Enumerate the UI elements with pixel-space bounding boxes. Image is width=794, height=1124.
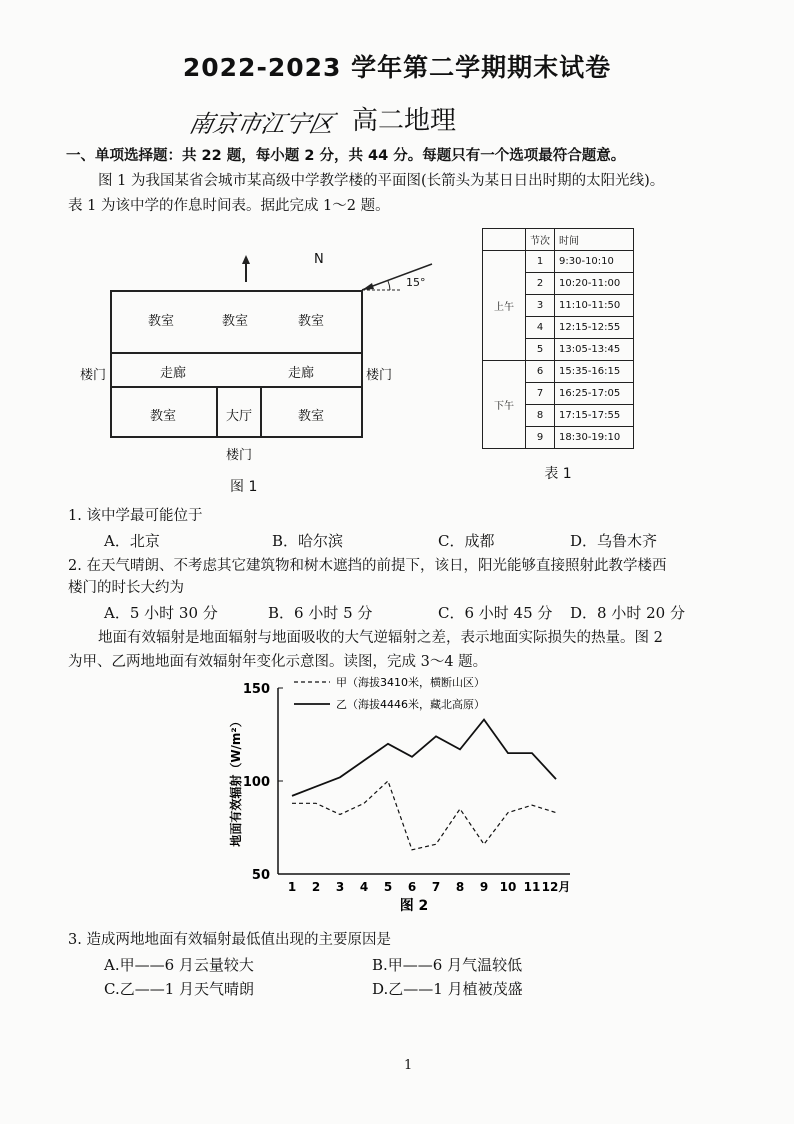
col-header-period: 节次 (526, 229, 555, 251)
q3-option-a: A.甲——6 月云量较大 (104, 956, 254, 974)
y-tick-label: 50 (251, 868, 270, 883)
bottom-room-1: 教室 (150, 409, 177, 424)
time-cell: 12:15-12:55 (555, 317, 634, 339)
x-tick-label: 4 (359, 880, 369, 894)
col-header-time: 时间 (555, 229, 634, 251)
y-tick-label: 100 (242, 775, 270, 790)
y-axis-label: 地面有效辐射（W/m²） (229, 715, 243, 847)
legend-label-2: 乙（海拔4446米，藏北高原） (336, 698, 485, 711)
q2-stem-1: 2. 在天气晴朗、不考虑其它建筑物和树木遮挡的前提下，该日，阳光能够直接照射此教学楼西 (68, 558, 667, 574)
corridor-label-1: 走廊 (160, 366, 187, 381)
period-cell: 1 (526, 251, 555, 273)
morning-label: 上午 (483, 251, 526, 361)
q1-option-a: A．北京 (104, 532, 160, 550)
y-tick-label: 150 (242, 682, 270, 697)
angle-arc-icon (388, 281, 390, 290)
corridor-label-2: 走廊 (288, 366, 315, 381)
q2-option-d: D．8 小时 20 分 (570, 604, 685, 622)
time-cell: 9:30-10:10 (555, 251, 634, 273)
q3-option-d: D.乙——1 月植被茂盛 (372, 980, 523, 998)
exam-title: 2022-2023 学年第二学期期末试卷 (182, 53, 612, 82)
table-1-caption: 表 1 (544, 466, 572, 482)
q3-option-b: B.甲——6 月气温较低 (372, 956, 523, 974)
time-cell: 17:15-17:55 (555, 405, 634, 427)
intro2-line-2: 为甲、乙两地地面有效辐射年变化示意图。读图，完成 3～4 题。 (68, 654, 488, 670)
figure-2-caption: 图 2 (399, 898, 429, 914)
q3-stem: 3. 造成两地地面有效辐射最低值出现的主要原因是 (68, 932, 391, 948)
q2-stem-2: 楼门的时长大约为 (68, 580, 184, 596)
x-tick-label: 1 (287, 880, 297, 894)
table-row (483, 361, 634, 383)
time-cell: 13:05-13:45 (555, 339, 634, 361)
time-cell: 18:30-19:10 (555, 427, 634, 449)
section-heading: 一、单项选择题：共 22 题，每小题 2 分，共 44 分。每题只有一个选项最符合题意。 (66, 148, 626, 164)
intro-line-2: 表 1 为该中学的作息时间表。据此完成 1～2 题。 (68, 198, 390, 214)
x-tick-label: 8 (455, 880, 465, 894)
x-tick-label: 3 (335, 880, 345, 894)
q1-option-b: B．哈尔滨 (272, 532, 344, 550)
series-line-1 (292, 781, 556, 850)
x-tick-label: 5 (383, 880, 393, 894)
q1-stem: 1. 该中学最可能位于 (68, 508, 203, 524)
top-room-2: 教室 (222, 314, 249, 329)
figure-1-floor-plan (70, 250, 450, 495)
subject-title: 高二地理 (352, 106, 457, 136)
period-cell: 2 (526, 273, 555, 295)
period-cell: 6 (526, 361, 555, 383)
handwritten-region: 南京市江宁区 (186, 110, 337, 138)
legend-label-1: 甲（海拔3410米，横断山区） (336, 676, 485, 689)
series-line-2 (292, 720, 556, 796)
north-label: N (314, 252, 324, 267)
bottom-room-2: 教室 (298, 409, 325, 424)
table-1 (482, 228, 634, 483)
intro-line-1: 图 1 为我国某省会城市某高级中学教学楼的平面图(长箭头为某日日出时期的太阳光线)。 (98, 173, 665, 189)
x-tick-label: 6 (407, 880, 417, 894)
figure-1-caption: 图 1 (230, 479, 258, 495)
top-room-3: 教室 (298, 314, 325, 329)
east-door-label: 楼门 (366, 368, 393, 383)
period-cell: 8 (526, 405, 555, 427)
period-cell: 9 (526, 427, 555, 449)
time-cell: 16:25-17:05 (555, 383, 634, 405)
q1-option-c: C．成都 (438, 532, 495, 550)
corridor (110, 354, 363, 388)
intro2-line-1: 地面有效辐射是地面辐射与地面吸收的大气逆辐射之差，表示地面实际损失的热量。图 2 (98, 630, 663, 646)
south-door-label: 楼门 (226, 448, 253, 463)
q1-option-d: D．乌鲁木齐 (570, 532, 658, 550)
sun-ray-arrowhead-icon (362, 283, 374, 290)
q2-option-c: C．6 小时 45 分 (438, 604, 553, 622)
hall-label: 大厅 (226, 409, 253, 424)
q2-option-b: B．6 小时 5 分 (268, 604, 373, 622)
west-door-label: 楼门 (80, 368, 107, 383)
q3-option-c: C.乙——1 月天气晴朗 (104, 980, 255, 998)
schedule-table (482, 228, 634, 449)
north-arrowhead-icon (242, 255, 250, 264)
page-number: 1 (404, 1058, 413, 1073)
x-tick-label: 12月 (541, 880, 571, 894)
period-cell: 7 (526, 383, 555, 405)
figure-2-chart (220, 674, 600, 924)
table-row (483, 251, 634, 273)
q2-option-a: A．5 小时 30 分 (104, 604, 218, 622)
period-cell: 5 (526, 339, 555, 361)
time-cell: 11:10-11:50 (555, 295, 634, 317)
time-cell: 15:35-16:15 (555, 361, 634, 383)
x-tick-label: 10 (499, 880, 517, 894)
angle-label: 15° (406, 276, 426, 289)
period-cell: 3 (526, 295, 555, 317)
afternoon-label: 下午 (483, 361, 526, 449)
x-tick-label: 11 (523, 880, 541, 894)
x-tick-label: 9 (479, 880, 489, 894)
x-tick-label: 2 (311, 880, 321, 894)
x-tick-label: 7 (431, 880, 441, 894)
top-room-1: 教室 (148, 314, 175, 329)
period-cell: 4 (526, 317, 555, 339)
time-cell: 10:20-11:00 (555, 273, 634, 295)
